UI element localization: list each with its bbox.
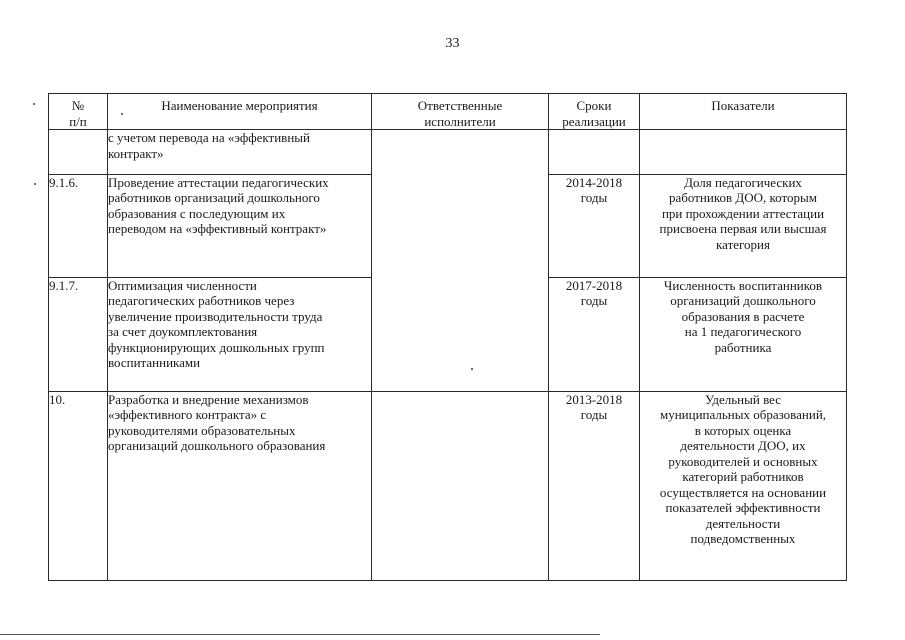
row-number: 9.1.6. [49,174,108,277]
term-cell: 2017-2018 годы [549,277,640,391]
row-number [49,130,108,175]
responsible-cell [372,130,549,392]
scan-speck [34,183,36,185]
header-number: № п/п [49,94,108,130]
scan-speck [121,113,123,115]
responsible-cell [372,391,549,580]
page-number: 33 [445,36,460,51]
activity-name: Разработка и внедрение механизмов «эффективного контракта» с руководителями образовательных организаций дошкольного образования [108,391,372,580]
term-cell: 2013-2018 годы [549,391,640,580]
indicator-cell: Доля педагогических работников ДОО, которым при прохождении аттестации присвоена первая или высшая категория [640,174,847,277]
table-row [49,391,847,580]
scan-speck [33,103,35,105]
header-activity-name: Наименование мероприятия [108,94,372,130]
scan-speck [471,368,473,370]
header-indicators: Показатели [640,94,847,130]
table-row [49,130,847,175]
header-responsible: Ответственные исполнители [372,94,549,130]
term-cell [549,130,640,175]
action-plan-table [48,93,847,581]
row-number: 10. [49,391,108,580]
activity-name: Оптимизация численности педагогических работников через увеличение производительности труда за счет доукомплектования функционирующих дошкольных групп воспитанниками [108,277,372,391]
header-term: Сроки реализации [549,94,640,130]
indicator-cell: Численность воспитанников организаций дошкольного образования в расчете на 1 педагогического работника [640,277,847,391]
row-number: 9.1.7. [49,277,108,391]
indicator-cell: Удельный вес муниципальных образований, в которых оценка деятельности ДОО, их руководителей и основных категорий работников осуществляется на основании показателей эффективности деятельности подведомственных [640,391,847,580]
indicator-cell [640,130,847,175]
table-header-row [49,94,847,130]
bottom-rule [0,634,600,635]
term-cell: 2014-2018 годы [549,174,640,277]
activity-name: Проведение аттестации педагогических работников организаций дошкольного образования с последующим их переводом на «эффективный контракт» [108,174,372,277]
activity-name: с учетом перевода на «эффективный контракт» [108,130,372,175]
